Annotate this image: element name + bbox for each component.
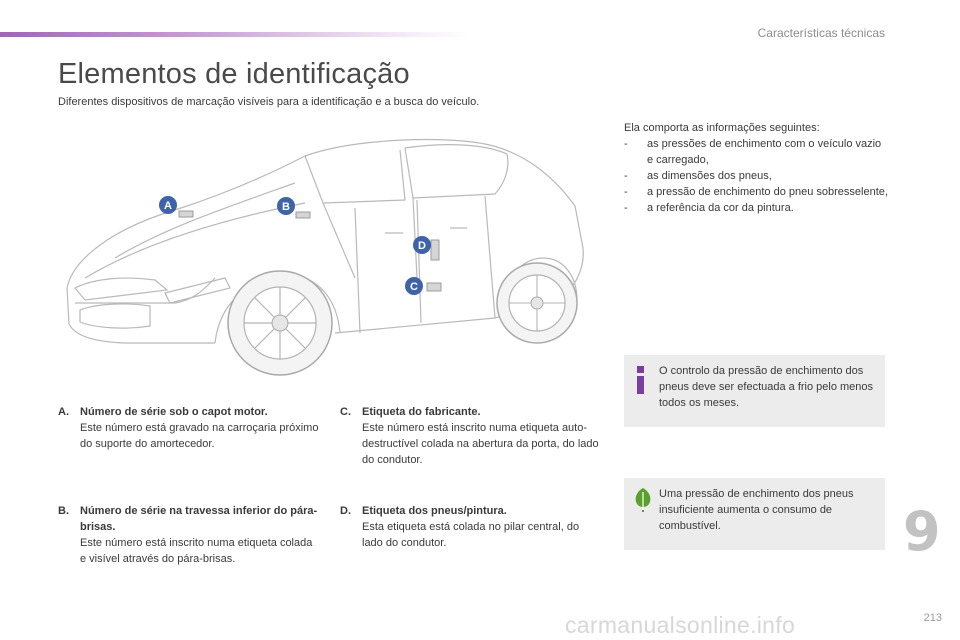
definition-d xyxy=(340,503,602,551)
eco-note xyxy=(624,478,885,550)
definition-a xyxy=(58,404,320,452)
marker-a xyxy=(159,196,177,214)
marker-b xyxy=(277,197,295,215)
svg-text:B: B xyxy=(282,201,290,213)
definition-letter: A. xyxy=(58,406,69,418)
list-item: - as pressões de enchimento com o veículo vazio e carregado, xyxy=(624,136,889,168)
definition-letter: C. xyxy=(340,406,351,418)
page-subtitle: Diferentes dispositivos de marcação visíveis para a identificação e a busca do veículo. xyxy=(58,96,480,108)
definition-letter: D. xyxy=(340,505,351,517)
info-icon xyxy=(634,366,648,396)
list-item: - a referência da cor da pintura. xyxy=(624,200,889,216)
marker-d xyxy=(413,236,431,254)
definition-b xyxy=(58,503,320,567)
sticker-a xyxy=(179,211,193,217)
header-accent-bar xyxy=(0,32,470,37)
label-info-intro: Ela comporta as informações seguintes: xyxy=(624,122,820,134)
label-info-list xyxy=(624,120,889,216)
leaf-icon xyxy=(632,486,654,512)
sticker-d xyxy=(431,240,439,260)
svg-text:D: D xyxy=(418,240,426,252)
sticker-c xyxy=(427,283,441,291)
watermark: carmanualsonline.info xyxy=(565,612,796,638)
sticker-b xyxy=(296,212,310,218)
definition-title: Número de série na travessa inferior do pára-brisas. xyxy=(80,505,318,533)
info-note-text: O controlo da pressão de enchimento dos pneus deve ser efectuada a frio pelo menos todos os meses. xyxy=(659,365,874,409)
definition-text: Este número está gravado na carroçaria próximo do suporte do amortecedor. xyxy=(80,422,319,450)
front-wheel xyxy=(228,271,332,375)
definition-title: Etiqueta do fabricante. xyxy=(362,406,481,418)
definition-title: Número de série sob o capot motor. xyxy=(80,406,268,418)
definition-c xyxy=(340,404,602,468)
chapter-number: 9 xyxy=(903,500,941,563)
rear-wheel xyxy=(497,263,577,343)
definition-text: Este número está inscrito numa etiqueta colada e visível através do pára-brisas. xyxy=(80,537,313,565)
page-number: 213 xyxy=(923,612,942,624)
car-illustration xyxy=(55,128,595,383)
section-title: Características técnicas xyxy=(757,26,885,40)
marker-c xyxy=(405,277,423,295)
definition-text: Este número está inscrito numa etiqueta auto-destructível colada na abertura da porta, do lado do condutor. xyxy=(362,422,599,466)
definition-title: Etiqueta dos pneus/pintura. xyxy=(362,505,507,517)
definition-text: Esta etiqueta está colada no pilar central, do lado do condutor. xyxy=(362,521,580,549)
svg-text:A: A xyxy=(164,200,172,212)
list-item: - a pressão de enchimento do pneu sobresselente, xyxy=(624,184,889,200)
list-item: - as dimensões dos pneus, xyxy=(624,168,889,184)
svg-text:C: C xyxy=(410,281,418,293)
definition-letter: B. xyxy=(58,505,69,517)
info-note xyxy=(624,355,885,427)
eco-note-text: Uma pressão de enchimento dos pneus insuficiente aumenta o consumo de combustível. xyxy=(659,488,854,532)
page-title: Elementos de identificação xyxy=(58,58,410,90)
